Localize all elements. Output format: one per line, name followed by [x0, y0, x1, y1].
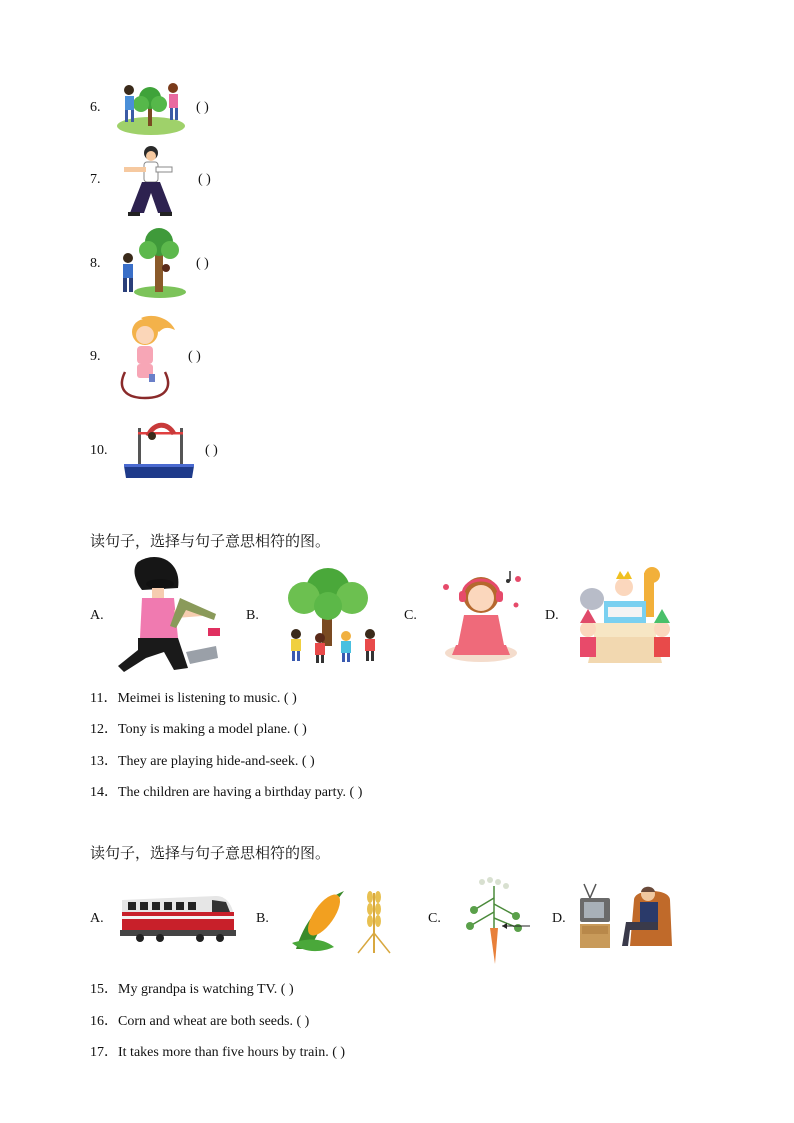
option-label-a: A.	[90, 608, 104, 623]
girl-listening-to-music-icon	[438, 565, 524, 665]
section2-heading: 读句子，选择与句子意思相符的图。	[90, 844, 331, 862]
carrot-plant-icon	[460, 876, 530, 966]
children-playing-under-tree-icon	[274, 566, 382, 664]
section1-heading: 读句子，选择与句子意思相符的图。	[90, 532, 331, 550]
option-label-a: A.	[90, 911, 104, 926]
sentence-14	[90, 781, 362, 801]
sentence-16	[90, 1010, 309, 1030]
sentence-number: 12．	[90, 722, 118, 737]
answer-blank[interactable]: ( )	[198, 172, 211, 187]
option-label-c: C.	[404, 608, 417, 623]
corn-and-wheat-icon	[290, 883, 396, 955]
sentence-text: It takes more than five hours by train. ( )	[118, 1045, 346, 1060]
sentence-number: 15．	[90, 982, 118, 997]
item-number: 9.	[90, 349, 101, 364]
children-planting-tree-icon	[115, 78, 187, 136]
sentence-text: Tony is making a model plane. ( )	[118, 722, 307, 737]
sentence-number: 11．	[90, 691, 118, 706]
answer-blank[interactable]: ( )	[196, 256, 209, 271]
train-icon	[120, 886, 236, 946]
birthday-party-icon	[574, 567, 676, 665]
grandpa-watching-tv-icon	[578, 882, 678, 952]
sentence-17	[90, 1041, 345, 1061]
answer-blank[interactable]: ( )	[205, 443, 218, 458]
item-number: 7.	[90, 172, 101, 187]
boy-doing-martial-arts-icon	[122, 145, 180, 219]
answer-blank[interactable]: ( )	[188, 349, 201, 364]
sentence-11	[90, 687, 297, 707]
sentence-text: Corn and wheat are both seeds. ( )	[118, 1014, 310, 1029]
item-number: 6.	[90, 100, 101, 115]
option-label-b: B.	[246, 608, 259, 623]
high-jump-icon	[122, 420, 196, 482]
option-label-d: D.	[552, 911, 566, 926]
sentence-15	[90, 978, 294, 998]
sentence-number: 17．	[90, 1045, 118, 1060]
girl-skipping-rope-icon	[115, 312, 177, 400]
item-number: 8.	[90, 256, 101, 271]
option-label-d: D.	[545, 608, 559, 623]
sentence-text: The children are having a birthday party. ( )	[118, 785, 363, 800]
sentence-text: Meimei is listening to music. ( )	[117, 691, 297, 706]
sentence-text: My grandpa is watching TV. ( )	[118, 982, 294, 997]
sentence-number: 16．	[90, 1014, 118, 1029]
woman-making-model-plane-icon	[116, 554, 226, 678]
item-number: 10.	[90, 443, 108, 458]
sentence-12	[90, 718, 307, 738]
answer-blank[interactable]: ( )	[196, 100, 209, 115]
sentence-number: 14．	[90, 785, 118, 800]
sentence-13	[90, 750, 315, 770]
sentence-text: They are playing hide-and-seek. ( )	[118, 754, 315, 769]
option-label-b: B.	[256, 911, 269, 926]
option-label-c: C.	[428, 911, 441, 926]
children-hiding-behind-tree-icon	[118, 224, 186, 300]
sentence-number: 13．	[90, 754, 118, 769]
